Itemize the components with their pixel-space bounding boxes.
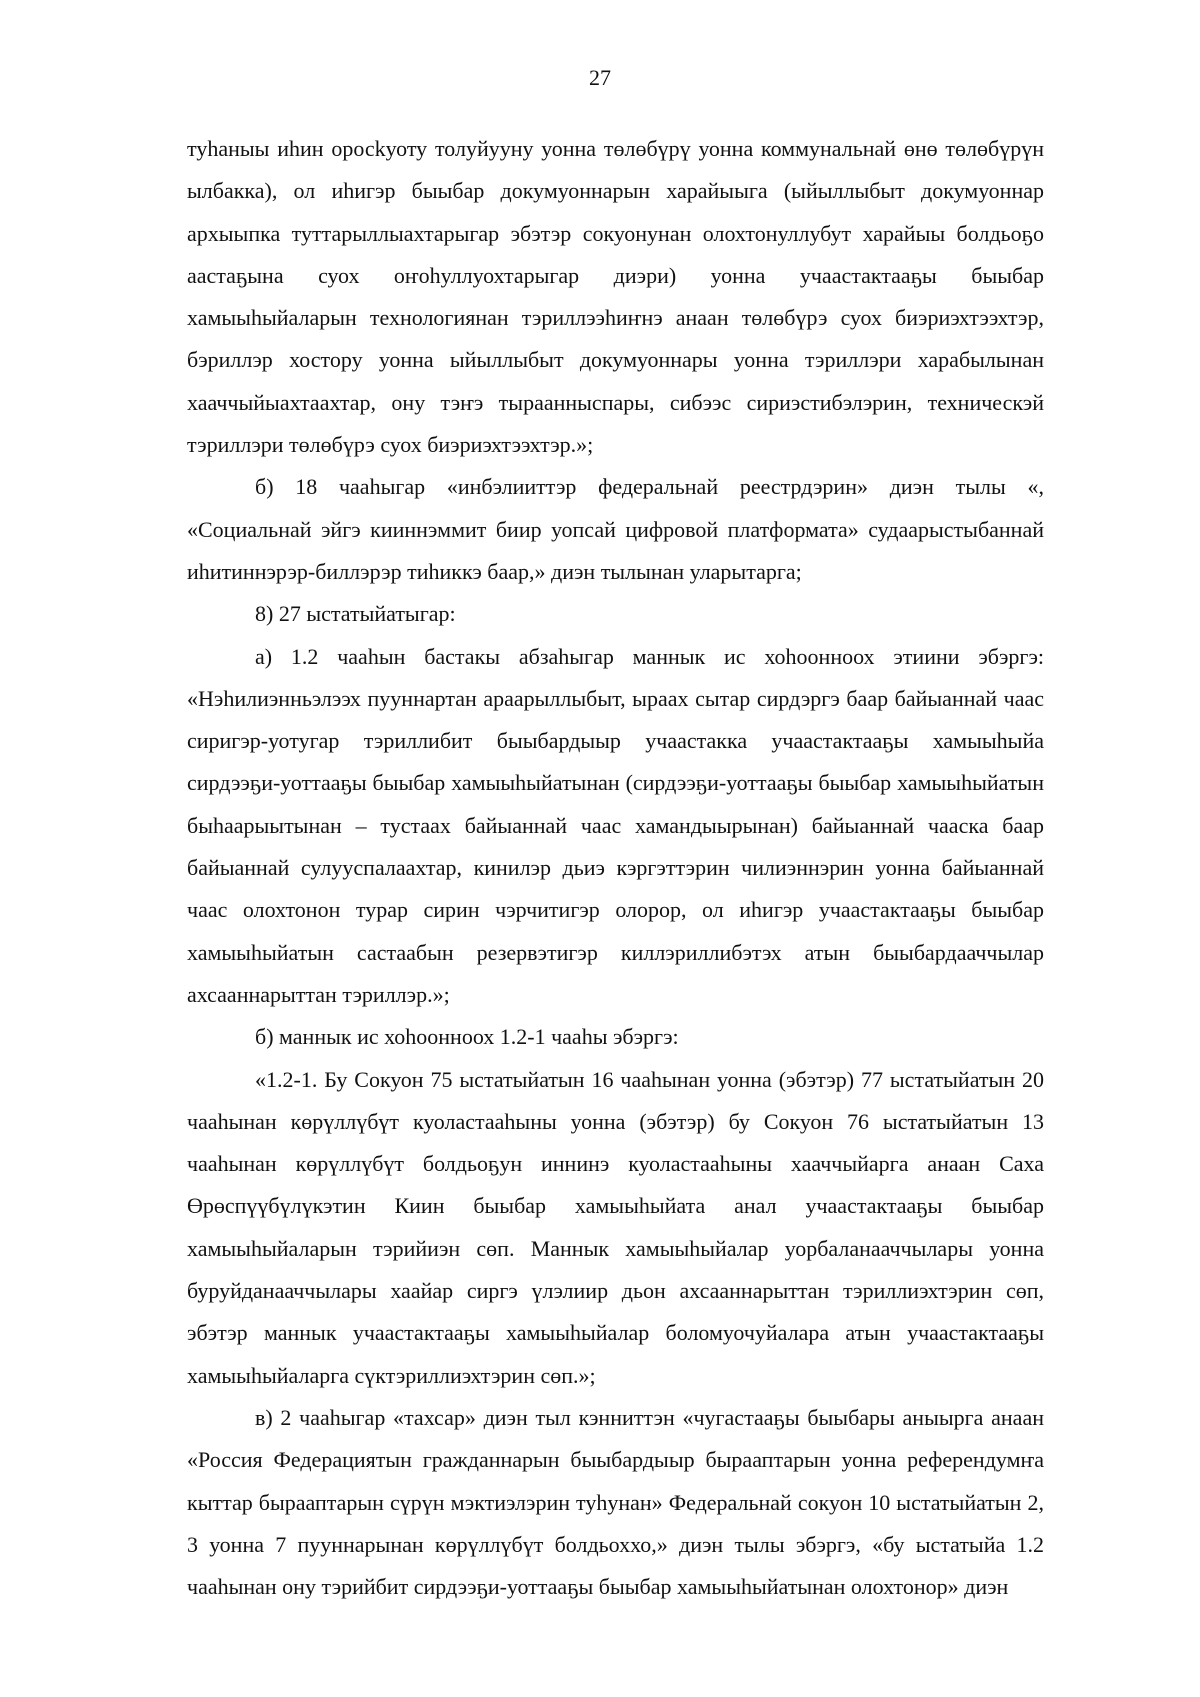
paragraph-item-v-2: в) 2 чааһыгар «тахсар» диэн тыл кэнниттэн «чугастааҕы быыбары аныырга анаан «Россия Федерациятын гражданнарын быыбардыыр бырааптарын уонна референдумҥа кыттар бырааптарын сүрүн мэктиэлэрин туһунан» Федеральнай сокуон 10 ыстатыйатын 2, 3 уонна 7 пууннарынан көрүллүбүт болдьоххо,» диэн тылы эбэргэ, «бу ыстатыйа 1.2 чааһынан ону тэрийбит сирдээҕи-уоттааҕы быыбар хамыыһыйатынан олохтонор» диэн [187,1404,1044,1600]
paragraph-item-b-1-2-1: б) маннык ис хоһоонноох 1.2-1 чааһы эбэргэ: [255,1024,679,1050]
paragraph-item-8: 8) 27 ыстатыйатыгар: [255,601,456,627]
page-number: 27 [589,65,611,90]
paragraph-item-a-1-2: а) 1.2 чааһын бастакы абзаһыгар маннык ис хоһоонноох этиини эбэргэ: «Нэһилиэнньэлээх пууннартан араарыллыбыт, ыраах сытар сирдэргэ баар байыаннай чаас сиригэр-уотугар тэриллибит быыбардыыр учаастакка учаастактааҕы хамыыһыйа сирдээҕи-уоттааҕы быыбар хамыыһыйатынан (сирдээҕи-уоттааҕы быыбар хамыыһыйатын быһаарыытынан – тустаах байыаннай чаас хамандыырынан) байыаннай чааска баар байыаннай сулууспалаахтар, кинилэр дьиэ кэргэттэрин чилиэннэрин уонна байыаннай чаас олохтонон турар сирин чэрчитигэр олорор, ол иһигэр учаастактааҕы быыбар хамыыһыйатын састаабын резервэтигэр киллэриллибэтэх атын быыбардааччылар ахсааннарыттан тэриллэр.»; [187,643,1044,1007]
document-body [187,128,1044,1608]
paragraph-continuation: туһаныы иһин оросkуоту толуйууну уонна төлөбүрү уонна коммунальнай өнө төлөбүрүн ылбакка), ол иһигэр быыбар докумуоннарын харайыыга (ыйыллыбыт докумуоннар архыыпка туттарыллыахтарыгар эбэтэр сокуонунан олохтонуллубут харайыы болдьоҕо аастаҕына суох оҥоһуллуохтарыгар диэри) уонна учаастактааҕы быыбар хамыыһыйаларын технологиянан тэриллээһиҥнэ анаан төлөбүрэ суох биэриэхтээхтэр, бэриллэр хостору уонна ыйыллыбыт докумуоннары уонна тэриллэри харабылынан хааччыйыахтаахтар, ону тэҥэ тыраанныспары, сибээс сириэстибэлэрин, техническэй тэриллэри төлөбүрэ суох биэриэхтээхтэр.»; [187,136,1044,458]
paragraph-item-b-18: б) 18 чааһыгар «инбэлииттэр федеральнай реестрдэрин» диэн тылы «, «Социальнай эйгэ кииннэммит биир уопсай цифровой платформата» судаарыстыбаннай иһитиннэрэр-биллэрэр тиһиккэ баар,» диэн тылынан уларытарга; [187,474,1044,584]
paragraph-quote-1-2-1: «1.2-1. Бу Сокуон 75 ыстатыйатын 16 чааһынан уонна (эбэтэр) 77 ыстатыйатын 20 чааһынан көрүллүбүт куоластааһыны уонна (эбэтэр) бу Сокуон 76 ыстатыйатын 13 чааһынан көрүллүбүт болдьоҕун иннинэ куоластааһыны хааччыйарга анаан Саха Өрөспүүбүлүкэтин Киин быыбар хамыыһыйата анал учаастактааҕы быыбар хамыыһыйаларын тэрийиэн сөп. Маннык хамыыһыйалар уорбаланааччылары уонна буруйданааччылары хаайар сиргэ үлэлиир дьон ахсааннарыттан тэриллиэхтэрин сөп, эбэтэр маннык учаастактааҕы хамыыһыйалар боломуочуйалара атын учаастактааҕы хамыыһыйаларга сүктэриллиэхтэрин сөп.»; [187,1066,1044,1388]
